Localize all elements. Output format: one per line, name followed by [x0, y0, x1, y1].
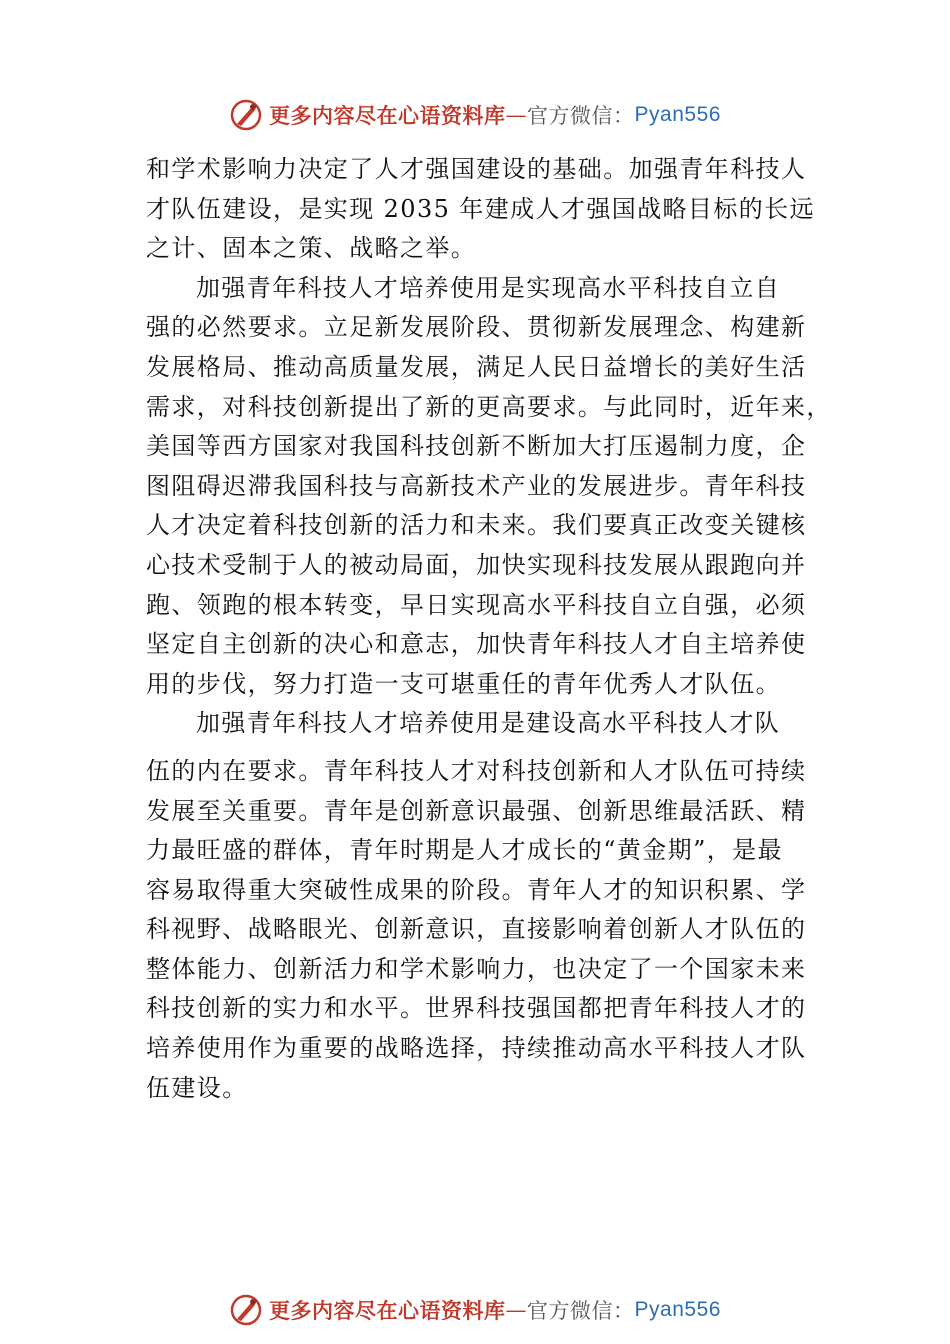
- text-line: 强的必然要求。立足新发展阶段、贯彻新发展理念、构建新: [146, 313, 807, 342]
- text-line: 伍的内在要求。青年科技人才对科技创新和人才队伍可持续: [146, 756, 807, 785]
- text-line: 发展至关重要。青年是创新意识最强、创新思维最活跃、精: [146, 796, 807, 825]
- banner-wechat-label: 官方微信：: [527, 104, 635, 128]
- text-line: 整体能力、创新活力和学术影响力，也决定了一个国家未来: [146, 954, 807, 983]
- text-line: 发展格局、推动高质量发展，满足人民日益增长的美好生活: [146, 352, 807, 381]
- text-line: 需求，对科技创新提出了新的更高要求。与此同时，近年来，: [146, 392, 832, 421]
- text-line: 坚定自主创新的决心和意志，加快青年科技人才自主培养使: [146, 630, 807, 659]
- banner-wechat-id: Pyan556: [634, 1298, 721, 1321]
- banner-dash: —: [505, 1298, 528, 1322]
- paragraph-first-line: 加强青年科技人才培养使用是实现高水平科技自立自: [196, 273, 781, 302]
- text-line: 培养使用作为重要的战略选择，持续推动高水平科技人才队: [146, 1034, 807, 1063]
- footer-banner: [0, 1290, 950, 1330]
- text-line: 心技术受制于人的被动局面，加快实现科技发展从跟跑向并: [146, 550, 807, 579]
- text-line: 容易取得重大突破性成果的阶段。青年人才的知识积累、学: [146, 875, 807, 904]
- text-line: 和学术影响力决定了人才强国建设的基础。加强青年科技人: [146, 155, 807, 183]
- banner-dash: —: [505, 103, 528, 127]
- logo-icon: [229, 98, 263, 132]
- text-line: 图阻碍迟滞我国科技与高新技术产业的发展进步。青年科技: [146, 471, 807, 500]
- text-line: 人才决定着科技创新的活力和未来。我们要真正改变关键核: [146, 511, 807, 540]
- header-banner: [0, 95, 950, 135]
- paragraph-first-line: 加强青年科技人才培养使用是建设高水平科技人才队: [196, 709, 781, 738]
- text-line: 科视野、战略眼光、创新意识，直接影响着创新人才队伍的: [146, 915, 807, 944]
- text-line: 之计、固本之策、战略之举。: [146, 234, 477, 263]
- text-line: 科技创新的实力和水平。世界科技强国都把青年科技人才的: [146, 994, 807, 1023]
- banner-wechat-id: Pyan556: [634, 103, 721, 126]
- text-line: 伍建设。: [146, 1073, 248, 1102]
- text-line: 用的步伐，努力打造一支可堪重任的青年优秀人才队伍。: [146, 669, 781, 698]
- text-line: 力最旺盛的群体，青年时期是人才成长的“黄金期”，是最: [146, 836, 783, 865]
- text-line: 跑、领跑的根本转变，早日实现高水平科技自立自强，必须: [146, 590, 807, 619]
- banner-title: 更多内容尽在心语资料库: [269, 1298, 506, 1323]
- text-line: 美国等西方国家对我国科技创新不断加大打压遏制力度，企: [146, 432, 807, 461]
- banner-title: 更多内容尽在心语资料库: [269, 103, 506, 128]
- banner-wechat-label: 官方微信：: [527, 1299, 635, 1323]
- text-line: 才队伍建设，是实现 2035 年建成人才强国战略目标的长远: [146, 194, 815, 223]
- logo-icon: [229, 1293, 263, 1327]
- document-body: [146, 150, 832, 1108]
